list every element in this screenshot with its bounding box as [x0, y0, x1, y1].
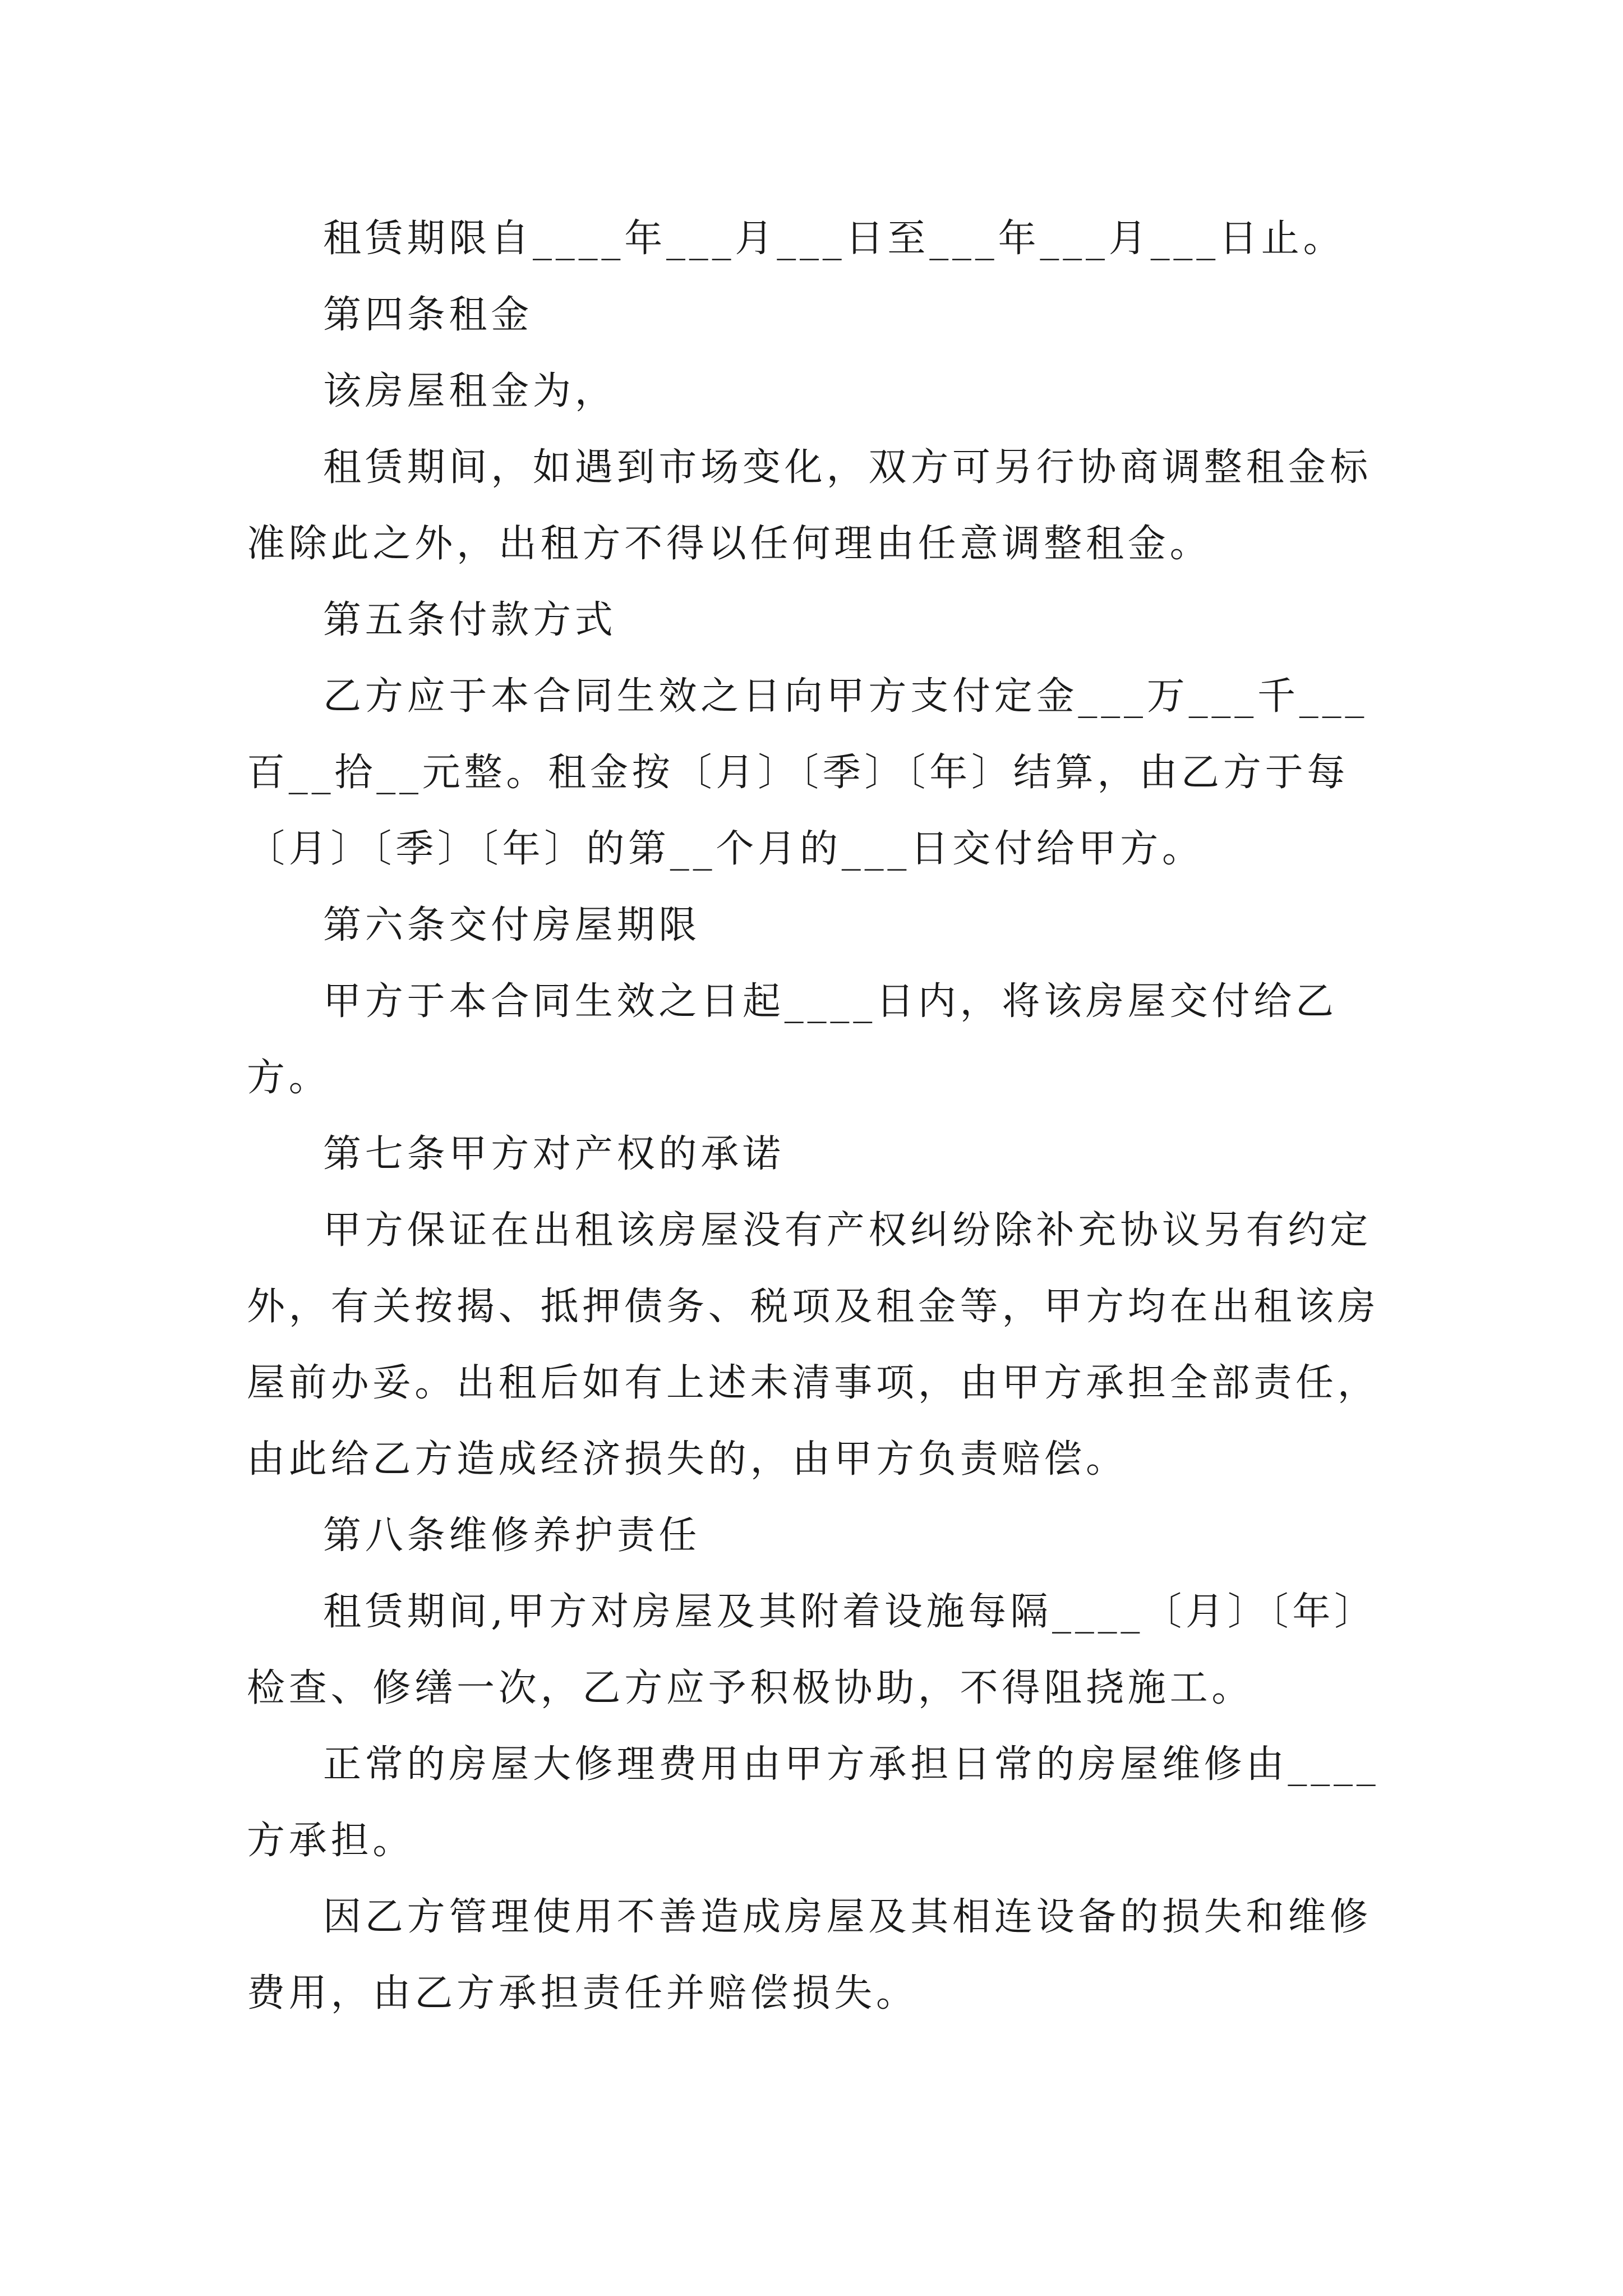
delivery-term-paragraph: 甲方于本合同生效之日起____日内，将该房屋交付给乙方。 — [247, 979, 1338, 1100]
rent-amount-paragraph: 该房屋租金为， — [323, 369, 617, 413]
rent-adjustment-paragraph: 租赁期间，如遇到市场变化，双方可另行协商调整租金标准除此之外，出租方不得以任何理由任意调整租金。 — [247, 445, 1372, 566]
property-rights-paragraph: 甲方保证在出租该房屋没有产权纠纷除补充协议另有约定外，有关按揭、抵押债务、税项及租金等，甲方均在出租该房屋前办妥。出租后如有上述未清事项，由甲方承担全部责任，由此给乙方造成经济损失的，由甲方负责赔偿。 — [247, 1208, 1380, 1481]
inspection-paragraph: 租赁期间,甲方对房屋及其附着设施每隔____〔月〕〔年〕检查、修缮一次，乙方应予积极协助，不得阻挠施工。 — [247, 1590, 1377, 1710]
article-5-heading: 第五条付款方式 — [323, 598, 617, 642]
article-7-heading: 第七条甲方对产权的承诺 — [323, 1132, 785, 1176]
damage-liability-paragraph: 因乙方管理使用不善造成房屋及其相连设备的损失和维修费用，由乙方承担责任并赔偿损失。 — [247, 1895, 1372, 2016]
lease-term-paragraph: 租赁期限自____年___月___日至___年___月___日止。 — [323, 217, 1345, 261]
repair-cost-paragraph: 正常的房屋大修理费用由甲方承担日常的房屋维修由____方承担。 — [247, 1742, 1380, 1863]
article-4-heading: 第四条租金 — [323, 293, 533, 337]
article-6-heading: 第六条交付房屋期限 — [323, 903, 701, 947]
article-8-heading: 第八条维修养护责任 — [323, 1513, 701, 1558]
payment-method-paragraph: 乙方应于本合同生效之日向甲方支付定金___万___千___百__拾__元整。租金按〔月〕〔季〕〔年〕结算，由乙方于每〔月〕〔季〕〔年〕的第__个月的___日交付给甲方。 — [247, 674, 1368, 871]
document-page — [247, 201, 1391, 2032]
